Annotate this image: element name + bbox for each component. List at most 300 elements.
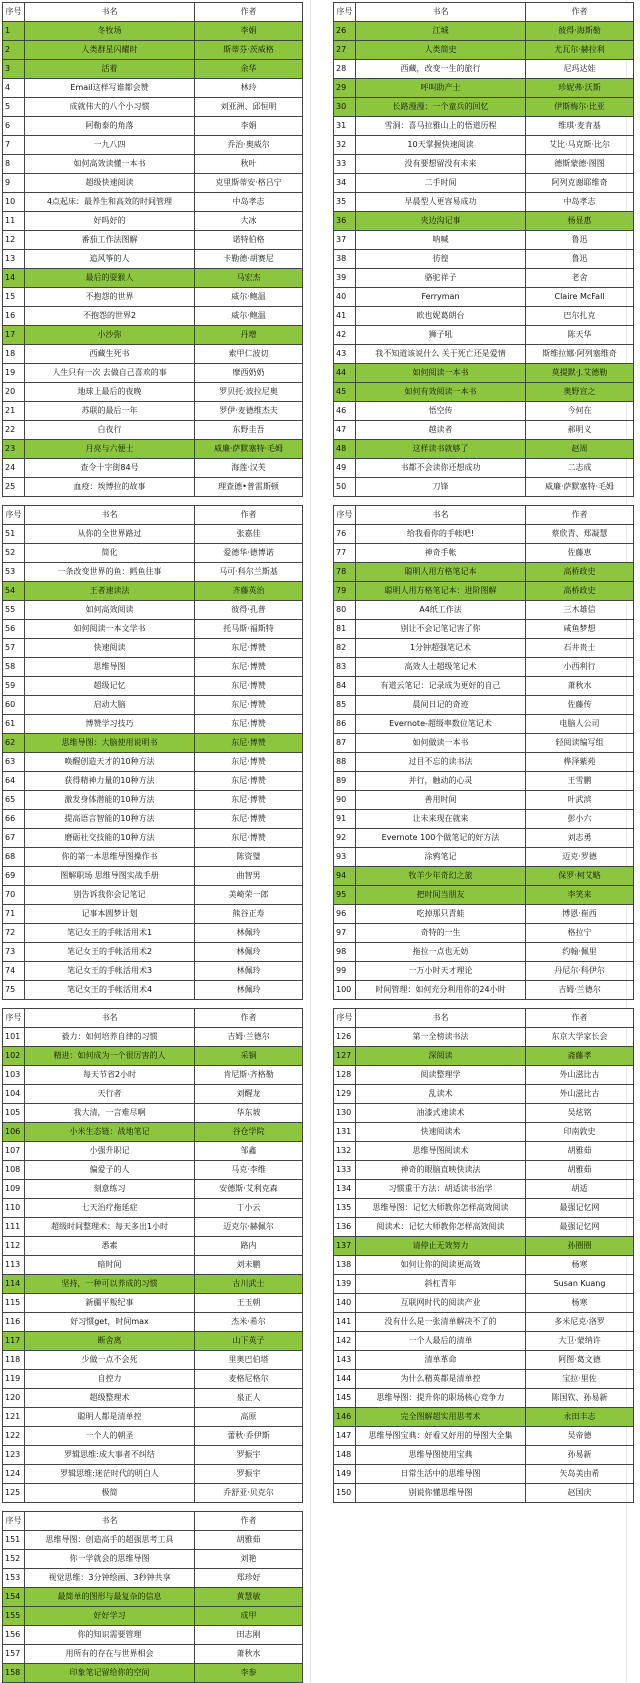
book-title: 唤醒创造天才的10种方法 <box>25 753 195 772</box>
book-title: 好习惯get，时间max <box>25 1313 195 1332</box>
row-number: 31 <box>334 117 356 136</box>
row-number: 111 <box>3 1218 25 1237</box>
table-row <box>334 943 634 962</box>
row-number: 40 <box>334 288 356 307</box>
book-title: Evernote 100个做笔记的好方法 <box>356 829 526 848</box>
header-title: 书名 <box>356 3 526 22</box>
table-row <box>334 601 634 620</box>
book-table-51-75 <box>2 505 303 1000</box>
book-title: 牧羊少年奇幻之旅 <box>356 867 526 886</box>
book-title: 江城 <box>356 22 526 41</box>
row-number: 91 <box>334 810 356 829</box>
book-author: 东京大学家长会 <box>526 1028 634 1047</box>
book-author: 阿列克谢耶维奇 <box>526 174 634 193</box>
book-title: 小米生态链：战地笔记 <box>25 1123 195 1142</box>
table-row <box>3 383 303 402</box>
table-row <box>334 1066 634 1085</box>
row-number: 81 <box>334 620 356 639</box>
row-number: 131 <box>334 1123 356 1142</box>
book-author: 东尼·博赞 <box>195 753 303 772</box>
book-author: 博恩·崔西 <box>526 905 634 924</box>
table-row <box>334 981 634 1000</box>
book-title: 吃掉那只青蛙 <box>356 905 526 924</box>
book-author: 蕾秋·乔伊斯 <box>195 1427 303 1446</box>
row-number: 56 <box>3 620 25 639</box>
table-row <box>334 1294 634 1313</box>
header-num: 序号 <box>3 1009 25 1028</box>
row-number: 26 <box>334 22 356 41</box>
book-author: 胡雅茹 <box>526 1142 634 1161</box>
table-row <box>334 1446 634 1465</box>
book-author: 东尼·博赞 <box>195 810 303 829</box>
table-row <box>334 307 634 326</box>
row-number: 5 <box>3 98 25 117</box>
table-row <box>334 364 634 383</box>
book-title: 别让不会记笔记害了你 <box>356 620 526 639</box>
row-number: 137 <box>334 1237 356 1256</box>
book-author: 采铜 <box>195 1047 303 1066</box>
row-number: 103 <box>3 1066 25 1085</box>
table-row <box>334 383 634 402</box>
book-title: 每天节省2小时 <box>25 1066 195 1085</box>
row-number: 68 <box>3 848 25 867</box>
row-number: 57 <box>3 639 25 658</box>
row-number: 72 <box>3 924 25 943</box>
book-author: 古川武士 <box>195 1275 303 1294</box>
row-number: 51 <box>3 525 25 544</box>
header-row <box>3 1009 303 1028</box>
book-author: 奥野宣之 <box>526 383 634 402</box>
table-row <box>3 1645 303 1664</box>
book-title: 博赞学习技巧 <box>25 715 195 734</box>
row-number: 3 <box>3 60 25 79</box>
row-number: 108 <box>3 1161 25 1180</box>
book-title: 笔记女王的手帐活用术3 <box>25 962 195 981</box>
book-title: 善用时间 <box>356 791 526 810</box>
book-title: 过目不忘的读书法 <box>356 753 526 772</box>
book-title: 思维导图阅读术 <box>356 1142 526 1161</box>
row-number: 133 <box>334 1161 356 1180</box>
table-row <box>334 962 634 981</box>
book-author: 彼得·海斯勒 <box>526 22 634 41</box>
row-number: 69 <box>3 867 25 886</box>
book-title: 七天治疗拖延症 <box>25 1199 195 1218</box>
book-author: 诺特伯格 <box>195 231 303 250</box>
book-title: 如何阅读一本文学书 <box>25 620 195 639</box>
book-title: 神奇的眼脑直映快读法 <box>356 1161 526 1180</box>
book-title: 查令十字街84号 <box>25 459 195 478</box>
table-row <box>3 791 303 810</box>
book-title: 没有要想留没有未来 <box>356 155 526 174</box>
row-number: 95 <box>334 886 356 905</box>
table-row <box>334 1123 634 1142</box>
table-row <box>3 136 303 155</box>
row-number: 58 <box>3 658 25 677</box>
header-author: 作者 <box>195 506 303 525</box>
row-number: 89 <box>334 772 356 791</box>
row-number: 6 <box>3 117 25 136</box>
book-author: 安德斯·艾利克森 <box>195 1180 303 1199</box>
book-author: 东尼·博赞 <box>195 677 303 696</box>
book-title: 超级整理术 <box>25 1389 195 1408</box>
book-title: 活着 <box>25 60 195 79</box>
book-title: 越读者 <box>356 421 526 440</box>
row-number: 149 <box>334 1465 356 1484</box>
table-row <box>334 1218 634 1237</box>
row-number: 136 <box>334 1218 356 1237</box>
book-author: 佐藤传 <box>526 696 634 715</box>
book-author: 爱德华·德博诺 <box>195 544 303 563</box>
book-title: 番茄工作法图解 <box>25 231 195 250</box>
book-author: 矢岛美由希 <box>526 1465 634 1484</box>
row-number: 124 <box>3 1465 25 1484</box>
book-title: 偏爱子的人 <box>25 1161 195 1180</box>
book-title: 思维导图：大脑使用说明书 <box>25 734 195 753</box>
header-title: 书名 <box>25 1512 195 1531</box>
book-author: 理查德•普雷斯顿 <box>195 478 303 497</box>
book-author: 蔡欣青、郑凝慧 <box>526 525 634 544</box>
table-row <box>334 677 634 696</box>
row-number: 15 <box>3 288 25 307</box>
table-row <box>334 1161 634 1180</box>
book-title: 笔记女王的手帐活用术2 <box>25 943 195 962</box>
book-title: 白夜行 <box>25 421 195 440</box>
book-author: 杨寒 <box>526 1256 634 1275</box>
book-author: 海莲·汉芙 <box>195 459 303 478</box>
row-number: 87 <box>334 734 356 753</box>
table-row <box>3 364 303 383</box>
row-number: 44 <box>334 364 356 383</box>
book-title: 思维导图 <box>25 658 195 677</box>
book-author: 林佩玲 <box>195 943 303 962</box>
table-row <box>334 886 634 905</box>
row-number: 43 <box>334 345 356 364</box>
book-author: 杨显惠 <box>526 212 634 231</box>
book-author: 马克·李维 <box>195 1161 303 1180</box>
row-number: 75 <box>3 981 25 1000</box>
table-row <box>3 478 303 497</box>
row-number: 23 <box>3 440 25 459</box>
row-number: 80 <box>334 601 356 620</box>
row-number: 115 <box>3 1294 25 1313</box>
book-title: 乱读术 <box>356 1085 526 1104</box>
book-author: 郑珍好 <box>195 1569 303 1588</box>
book-author: 三木雄信 <box>526 601 634 620</box>
row-number: 125 <box>3 1484 25 1503</box>
book-title: 有道云笔记：记录成为更好的自己 <box>356 677 526 696</box>
table-row <box>334 478 634 497</box>
row-number: 10 <box>3 193 25 212</box>
row-number: 13 <box>3 250 25 269</box>
book-author: 泉正人 <box>195 1389 303 1408</box>
table-row <box>334 136 634 155</box>
book-title: 呐喊 <box>356 231 526 250</box>
book-title: 视觉思维：3分钟绘画、3秒钟共享 <box>25 1569 195 1588</box>
table-row <box>3 924 303 943</box>
row-number: 129 <box>334 1085 356 1104</box>
book-author: 中岛孝志 <box>195 193 303 212</box>
header-row <box>334 1009 634 1028</box>
book-title: 毅力：如何培养自律的习惯 <box>25 1028 195 1047</box>
book-author: 郝明义 <box>526 421 634 440</box>
book-title: 一个人最后的清单 <box>356 1332 526 1351</box>
book-title: 西藏生死书 <box>25 345 195 364</box>
book-author: 罗振宇 <box>195 1465 303 1484</box>
book-title: 最简单的图形与最复杂的信息 <box>25 1588 195 1607</box>
table-row <box>334 1275 634 1294</box>
book-title: 如何高效阅读 <box>25 601 195 620</box>
table-row <box>3 1313 303 1332</box>
row-number: 148 <box>334 1446 356 1465</box>
book-title: 好吗好的 <box>25 212 195 231</box>
book-author: 陈天华 <box>526 326 634 345</box>
book-author: 威廉·萨默塞特·毛姆 <box>526 478 634 497</box>
header-title: 书名 <box>25 506 195 525</box>
book-author: 东尼·博赞 <box>195 658 303 677</box>
table-row <box>334 1370 634 1389</box>
book-title: 习惯重于方法：胡适读书治学 <box>356 1180 526 1199</box>
table-row <box>334 459 634 478</box>
row-number: 82 <box>334 639 356 658</box>
row-number: 141 <box>334 1313 356 1332</box>
book-author: 麦格尼格尔 <box>195 1370 303 1389</box>
table-row <box>334 1047 634 1066</box>
book-author: 艾比·马克斯·比尔 <box>526 136 634 155</box>
book-title: 别说你懂思维导图 <box>356 1484 526 1503</box>
book-title: 西藏，改变一生的旅行 <box>356 60 526 79</box>
table-row <box>334 1427 634 1446</box>
book-author: 丁小云 <box>195 1199 303 1218</box>
row-number: 36 <box>334 212 356 231</box>
book-title: 呼叫助产士 <box>356 79 526 98</box>
book-author: 电脑人公司 <box>526 715 634 734</box>
book-author: 美崎荣一郎 <box>195 886 303 905</box>
book-author: 马可·科尔兰斯基 <box>195 563 303 582</box>
row-number: 99 <box>334 962 356 981</box>
book-author: 肯尼斯·齐格勒 <box>195 1066 303 1085</box>
row-number: 146 <box>334 1408 356 1427</box>
row-number: 38 <box>334 250 356 269</box>
table-row <box>334 288 634 307</box>
book-title: 阅读整理学 <box>356 1066 526 1085</box>
row-number: 20 <box>3 383 25 402</box>
header-num: 序号 <box>334 506 356 525</box>
book-author: 胡雅茹 <box>195 1531 303 1550</box>
row-number: 100 <box>334 981 356 1000</box>
book-author: 山下英子 <box>195 1332 303 1351</box>
row-number: 18 <box>3 345 25 364</box>
book-author: 东尼·博赞 <box>195 791 303 810</box>
book-author: 彭小六 <box>526 810 634 829</box>
row-number: 158 <box>3 1664 25 1683</box>
book-title: 一条改变世界的鱼：鳕鱼往事 <box>25 563 195 582</box>
row-number: 14 <box>3 269 25 288</box>
book-author: 东尼·博赞 <box>195 715 303 734</box>
book-author: 吉姆·兰德尔 <box>195 1028 303 1047</box>
table-row <box>3 1161 303 1180</box>
table-row <box>3 1531 303 1550</box>
table-row <box>3 174 303 193</box>
book-author: 刘亚洲、邱恒明 <box>195 98 303 117</box>
row-number: 22 <box>3 421 25 440</box>
book-author: 杨寒 <box>526 1294 634 1313</box>
book-author: 萧秋水 <box>195 1645 303 1664</box>
table-row <box>334 60 634 79</box>
row-number: 84 <box>334 677 356 696</box>
row-number: 155 <box>3 1607 25 1626</box>
row-number: 123 <box>3 1446 25 1465</box>
row-number: 60 <box>3 696 25 715</box>
table-row <box>3 1427 303 1446</box>
row-number: 49 <box>334 459 356 478</box>
table-row <box>334 250 634 269</box>
book-author: 保罗·柯艾略 <box>526 867 634 886</box>
table-row <box>3 753 303 772</box>
book-title: 晨间日记的奇迹 <box>356 696 526 715</box>
book-title: 不抱怨的世界2 <box>25 307 195 326</box>
book-author: 迈克·罗德 <box>526 848 634 867</box>
table-row <box>334 544 634 563</box>
book-title: 给我看你的手帐吧! <box>356 525 526 544</box>
book-title: 拖拉一点也无妨 <box>356 943 526 962</box>
book-author: 邹鑫 <box>195 1142 303 1161</box>
book-title: 断舍离 <box>25 1332 195 1351</box>
book-title: 超级时间整理术：每天多出1小时 <box>25 1218 195 1237</box>
book-title: 阿勒泰的角落 <box>25 117 195 136</box>
row-number: 150 <box>334 1484 356 1503</box>
table-row <box>334 905 634 924</box>
book-title: 我不知道该说什么 关于死亡还是爱情 <box>356 345 526 364</box>
header-title: 书名 <box>25 1009 195 1028</box>
table-row <box>3 1446 303 1465</box>
row-number: 76 <box>334 525 356 544</box>
table-row <box>334 1142 634 1161</box>
table-row <box>334 867 634 886</box>
table-row <box>334 639 634 658</box>
table-row <box>334 174 634 193</box>
book-title: 简化 <box>25 544 195 563</box>
sheet-gridline <box>310 0 311 1683</box>
book-author: 二志成 <box>526 459 634 478</box>
book-title: 思维导图使用宝典 <box>356 1446 526 1465</box>
table-row <box>3 212 303 231</box>
row-number: 64 <box>3 772 25 791</box>
book-table-1-25 <box>2 2 303 497</box>
book-author: 路内 <box>195 1237 303 1256</box>
book-title: 完全图解超实用思考术 <box>356 1408 526 1427</box>
book-author: 东尼·博赞 <box>195 734 303 753</box>
book-author: 丹增 <box>195 326 303 345</box>
table-row <box>3 22 303 41</box>
book-author: 林佩玲 <box>195 962 303 981</box>
table-row <box>3 1047 303 1066</box>
book-author: 李娟 <box>195 22 303 41</box>
book-title: 提高语言智能的10种方法 <box>25 810 195 829</box>
book-author: 王雪鹏 <box>526 772 634 791</box>
table-row <box>3 1294 303 1313</box>
book-title: 快速阅读术 <box>356 1123 526 1142</box>
header-num: 序号 <box>3 3 25 22</box>
book-title: 思维导图宝典：好看又好用的导图大全集 <box>356 1427 526 1446</box>
book-title: 记事本圆梦计划 <box>25 905 195 924</box>
book-table-26-50 <box>333 2 634 497</box>
table-row <box>3 79 303 98</box>
table-row <box>3 981 303 1000</box>
header-author: 作者 <box>195 3 303 22</box>
book-author: 孙易新 <box>526 1446 634 1465</box>
table-row <box>3 677 303 696</box>
book-title: 二手时间 <box>356 174 526 193</box>
table-row <box>3 1569 303 1588</box>
book-title: 精进：如何成为一个很厉害的人 <box>25 1047 195 1066</box>
row-number: 33 <box>334 155 356 174</box>
book-author: 谷仓学院 <box>195 1123 303 1142</box>
table-row <box>3 1588 303 1607</box>
row-number: 86 <box>334 715 356 734</box>
header-num: 序号 <box>334 1009 356 1028</box>
header-author: 作者 <box>195 1009 303 1028</box>
book-author: 李笑来 <box>526 886 634 905</box>
table-row <box>3 459 303 478</box>
book-title: 为什么精英都是清单控 <box>356 1370 526 1389</box>
book-author: 林佩玲 <box>195 981 303 1000</box>
table-row <box>3 544 303 563</box>
book-author: 威廉·萨默塞特·毛姆 <box>195 440 303 459</box>
book-title: 欧也妮葛朗台 <box>356 307 526 326</box>
table-row <box>334 22 634 41</box>
table-row <box>3 1028 303 1047</box>
book-title: 我大清，一言难尽啊 <box>25 1104 195 1123</box>
book-author: 索甲仁波切 <box>195 345 303 364</box>
table-row <box>3 582 303 601</box>
table-row <box>334 1389 634 1408</box>
row-number: 9 <box>3 174 25 193</box>
table-row <box>334 1180 634 1199</box>
row-number: 28 <box>334 60 356 79</box>
book-author: 迈克尔·赫佩尔 <box>195 1218 303 1237</box>
book-title: 坚持，一种可以养成的习惯 <box>25 1275 195 1294</box>
book-author: 巴尔扎克 <box>526 307 634 326</box>
row-number: 47 <box>334 421 356 440</box>
book-author: 今何在 <box>526 402 634 421</box>
book-title: 并行，触动的心灵 <box>356 772 526 791</box>
row-number: 54 <box>3 582 25 601</box>
book-author: 佐藤恵 <box>526 544 634 563</box>
book-author: 刘未鹏 <box>195 1256 303 1275</box>
book-title: 你的第一本思维导图操作书 <box>25 848 195 867</box>
book-author: 孙圈圈 <box>526 1237 634 1256</box>
book-title: 月亮与六便士 <box>25 440 195 459</box>
row-number: 17 <box>3 326 25 345</box>
book-title: 如何阅读一本书 <box>356 364 526 383</box>
book-title: 笔记女王的手帐活用术1 <box>25 924 195 943</box>
table-row <box>3 1256 303 1275</box>
book-author: 咸鱼梦想 <box>526 620 634 639</box>
book-author: 东尼·博赞 <box>195 772 303 791</box>
row-number: 142 <box>334 1332 356 1351</box>
book-title: 印象笔记留给你的空间 <box>25 1664 195 1683</box>
table-row <box>334 1256 634 1275</box>
row-number: 101 <box>3 1028 25 1047</box>
table-row <box>3 962 303 981</box>
book-title: 刻意练习 <box>25 1180 195 1199</box>
book-author: 吴炫铭 <box>526 1104 634 1123</box>
book-author: 吴帝德 <box>526 1427 634 1446</box>
table-row <box>3 1180 303 1199</box>
row-number: 39 <box>334 269 356 288</box>
row-number: 52 <box>3 544 25 563</box>
table-row <box>3 1142 303 1161</box>
